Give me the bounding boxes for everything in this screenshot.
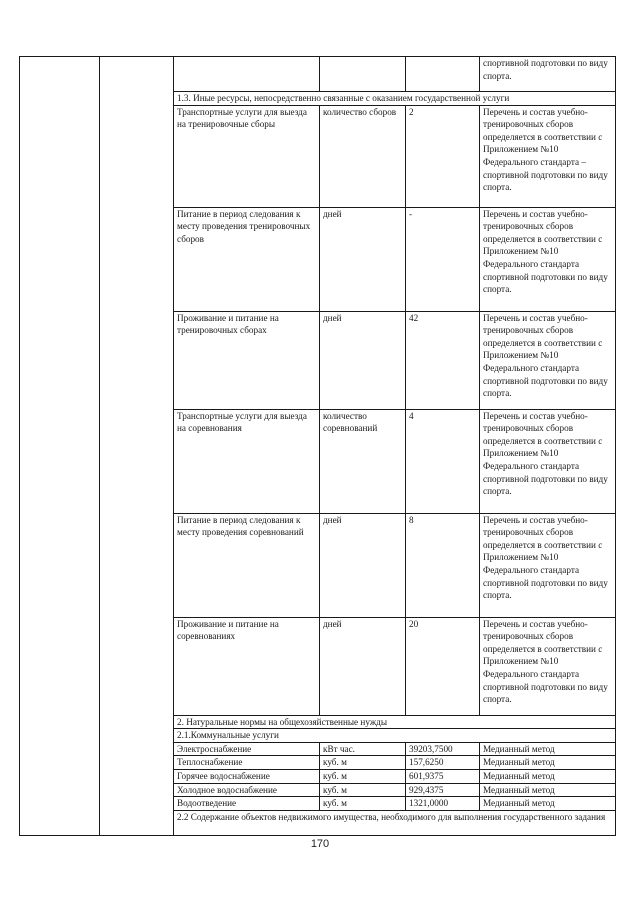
resource-unit: дней [320, 617, 406, 715]
section-natural-norms: 2. Натуральные нормы на общехозяйственные нужды [174, 715, 616, 729]
utility-unit: куб. м [320, 756, 406, 770]
blank-cell [174, 57, 320, 92]
blank-column-1 [20, 57, 100, 836]
resource-unit: дней [320, 311, 406, 409]
resource-name: Питание в период следования к месту проведения соревнований [174, 513, 320, 617]
utility-unit: куб. м [320, 783, 406, 797]
resource-unit: дней [320, 513, 406, 617]
resource-unit: дней [320, 207, 406, 311]
utility-unit: кВт час. [320, 742, 406, 756]
norms-table [19, 56, 616, 836]
section-other-resources: 1.3. Иные ресурсы, непосредственно связанные с оказанием государственной услуги [174, 92, 616, 106]
resource-value: - [406, 207, 480, 311]
utility-unit: куб. м [320, 769, 406, 783]
resource-name: Проживание и питание на тренировочных сборах [174, 311, 320, 409]
utility-value: 1321,0000 [406, 797, 480, 811]
utility-name: Теплоснабжение [174, 756, 320, 770]
norms-table-body [20, 57, 616, 836]
utility-name: Водоотведение [174, 797, 320, 811]
utility-value: 929,4375 [406, 783, 480, 797]
resource-name: Транспортные услуги для выезда на соревнования [174, 409, 320, 513]
utility-method: Медианный метод [480, 742, 616, 756]
top-fragment-row [20, 57, 616, 92]
resource-value: 20 [406, 617, 480, 715]
section-real-estate: 2.2 Содержание объектов недвижимого имущества, необходимого для выполнения государственного задания [174, 810, 616, 835]
blank-cell [320, 57, 406, 92]
resource-name: Проживание и питание на соревнованиях [174, 617, 320, 715]
resource-value: 4 [406, 409, 480, 513]
resource-method: Перечень и состав учебно-тренировочных сборов определяется в соответствии с Приложением №10 Федерального стандарта – спортивной подготовки по виду спорта. [480, 105, 616, 207]
page-number: 170 [310, 838, 330, 850]
blank-column-2 [100, 57, 174, 836]
utility-name: Холодное водоснабжение [174, 783, 320, 797]
section-utilities: 2.1.Коммунальные услуги [174, 729, 616, 743]
resource-value: 42 [406, 311, 480, 409]
resource-name: Питание в период следования к месту проведения тренировочных сборов [174, 207, 320, 311]
utility-name: Горячее водоснабжение [174, 769, 320, 783]
resource-method: Перечень и состав учебно-тренировочных сборов определяется в соответствии с Приложением №10 Федерального стандарта спортивной подготовки по виду спорта. [480, 207, 616, 311]
utility-value: 157,6250 [406, 756, 480, 770]
utility-unit: куб. м [320, 797, 406, 811]
utility-value: 39203,7500 [406, 742, 480, 756]
blank-cell [406, 57, 480, 92]
resource-value: 8 [406, 513, 480, 617]
resource-method: Перечень и состав учебно-тренировочных сборов определяется в соответствии с Приложением №10 Федерального стандарта спортивной подготовки по виду спорта. [480, 617, 616, 715]
resource-method: Перечень и состав учебно-тренировочных сборов определяется в соответствии с Приложением №10 Федерального стандарта спортивной подготовки по виду спорта. [480, 409, 616, 513]
utility-method: Медианный метод [480, 756, 616, 770]
resource-unit: количество соревнований [320, 409, 406, 513]
utility-method: Медианный метод [480, 769, 616, 783]
utility-value: 601,9375 [406, 769, 480, 783]
resource-method: Перечень и состав учебно-тренировочных сборов определяется в соответствии с Приложением №10 Федерального стандарта спортивной подготовки по виду спорта. [480, 513, 616, 617]
resource-value: 2 [406, 105, 480, 207]
utility-method: Медианный метод [480, 797, 616, 811]
resource-method: Перечень и состав учебно-тренировочных сборов определяется в соответствии с Приложением №10 Федерального стандарта спортивной подготовки по виду спорта. [480, 311, 616, 409]
utility-method: Медианный метод [480, 783, 616, 797]
resource-unit: количество сборов [320, 105, 406, 207]
utility-name: Электроснабжение [174, 742, 320, 756]
resource-name: Транспортные услуги для выезда на тренировочные сборы [174, 105, 320, 207]
top-fragment-cell: спортивной подготовки по виду спорта. [480, 57, 616, 92]
